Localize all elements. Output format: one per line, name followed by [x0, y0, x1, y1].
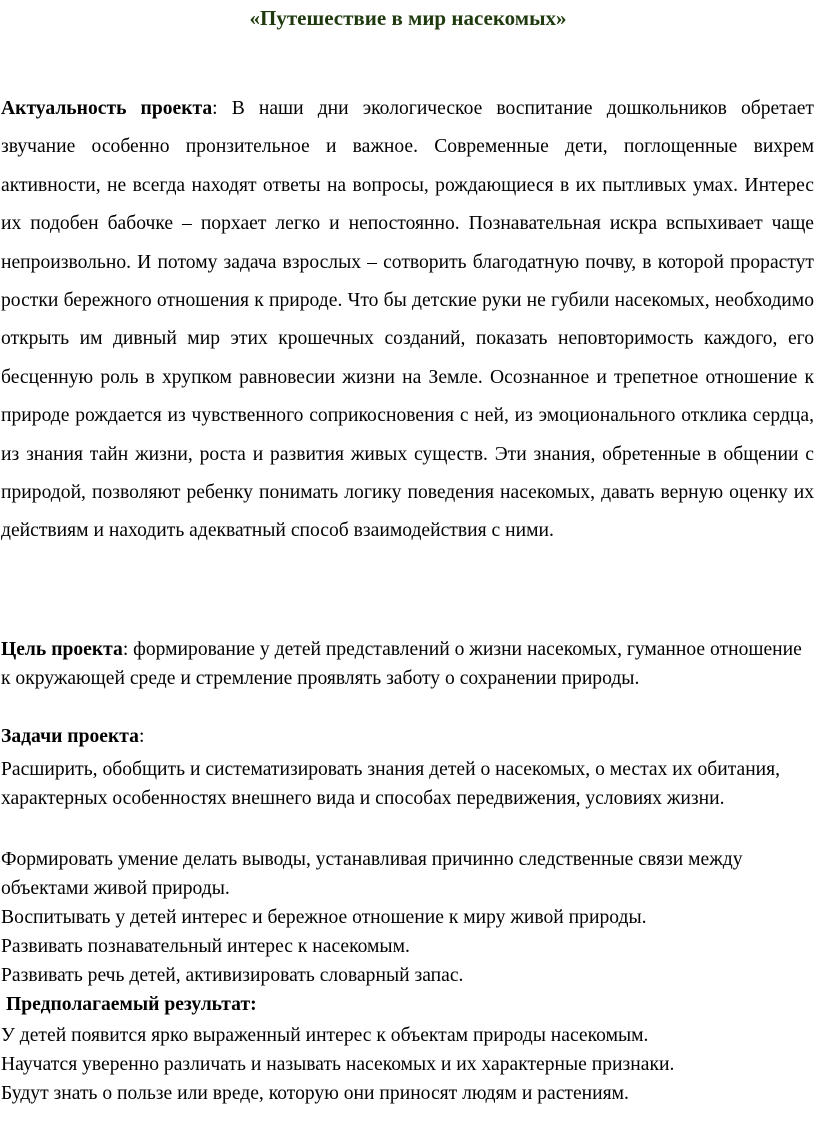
result-item: Научатся уверенно различать и называть насекомых и их характерные признаки.: [1, 1054, 675, 1075]
tasks-label: Задачи проекта: [1, 726, 139, 747]
task-item: Формировать умение делать выводы, устанавливая причинно следственные связи между объектами живой природы.: [1, 849, 743, 899]
goal-text: : формирование у детей представлений о жизни насекомых, гуманное отношение к окружающей среде и стремление проявлять заботу о сохранении природы.: [1, 639, 802, 689]
task-item: Развивать речь детей, активизировать словарный запас.: [1, 965, 464, 986]
tasks-colon: :: [138, 726, 145, 747]
relevance-label: Актуальность проекта: [1, 98, 213, 119]
result-label: Предполагаемый результат:: [6, 994, 257, 1015]
relevance-text: : В наши дни экологическое воспитание дошкольников обретает звучание особенно пронзительное и важное. Современные дети, поглощенные вихрем активности, не всегда находят ответы на вопросы, рождающиеся в их пытливых умах. Интерес их подобен бабочке – порхает легко и непостоянно. Познавательная искра вспыхивает чаще непроизвольно. И потому задача взрослых – сотворить благодатную почву, в которой прорастут ростки бережного отношения к природе. Что бы детские руки не губили насекомых, необходимо открыть им дивный мир этих крошечных созданий, показать неповторимость каждого, его бесценную роль в хрупком равновесии жизни на Земле. Осознанное и трепетное отношение к природе рождается из чувственного соприкосновения с ней, из эмоционального отклика сердца, из знания тайн жизни, роста и развития живых существ. Эти знания, обретенные в общении с природой, позволяют ребенку понимать логику поведения насекомых, давать верную оценку их действиям и находить адекватный способ взаимодействия с ними.: [1, 98, 814, 542]
document-title: «Путешествие в мир насекомых»: [249, 6, 567, 30]
relevance-paragraph: [1, 90, 814, 551]
goal-label: Цель проекта: [1, 639, 123, 660]
task-item: Воспитывать у детей интерес и бережное отношение к миру живой природы.: [1, 907, 647, 928]
result-item: Будут знать о пользе или вреде, которую они приносят людям и растениям.: [1, 1083, 629, 1104]
tasks-heading: [1, 722, 814, 751]
result-heading: [6, 990, 816, 1019]
task-item: Развивать познавательный интерес к насекомым.: [1, 936, 410, 957]
goal-paragraph: [1, 635, 814, 693]
result-item: У детей появится ярко выраженный интерес к объектам природы насекомым.: [1, 1025, 649, 1046]
task-item: Расширить, обобщить и систематизировать знания детей о насекомых, о местах их обитания, характерных особенностях внешнего вида и способах передвижения, условиях жизни.: [1, 759, 781, 809]
